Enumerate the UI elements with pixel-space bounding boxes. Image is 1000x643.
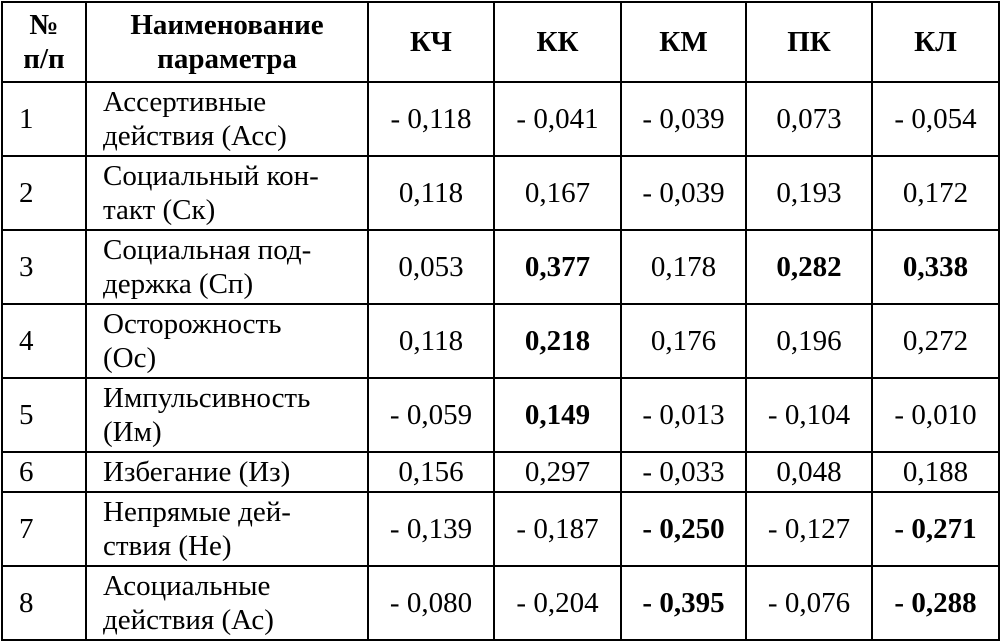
row-number: 7 [2,492,86,566]
row-parameter-name: Социальный кон- такт (Ск) [86,156,368,230]
cell-kch: - 0,059 [368,378,494,452]
cell-kl: 0,188 [872,452,999,492]
row-parameter-name: Асоциальные действия (Ас) [86,566,368,640]
row-parameter-name: Социальная под- держка (Сп) [86,230,368,304]
table-row [2,378,999,452]
cell-kch: 0,118 [368,304,494,378]
row-parameter-name: Избегание (Из) [86,452,368,492]
cell-pk: 0,196 [746,304,872,378]
parameters-table [1,1,1000,641]
cell-kk: 0,218 [494,304,621,378]
header-kk: КК [494,2,621,82]
cell-kk: - 0,187 [494,492,621,566]
cell-kl: - 0,271 [872,492,999,566]
row-parameter-name: Осторожность (Ос) [86,304,368,378]
row-parameter-name: Непрямые дей- ствия (Не) [86,492,368,566]
cell-kk: - 0,204 [494,566,621,640]
cell-kl: 0,272 [872,304,999,378]
table-row [2,566,999,640]
cell-kch: 0,118 [368,156,494,230]
cell-km: 0,178 [621,230,746,304]
cell-pk: - 0,127 [746,492,872,566]
row-number: 6 [2,452,86,492]
cell-pk: - 0,104 [746,378,872,452]
table-row [2,156,999,230]
header-kch: КЧ [368,2,494,82]
cell-km: 0,176 [621,304,746,378]
cell-kk: 0,167 [494,156,621,230]
cell-kch: - 0,080 [368,566,494,640]
row-number: 2 [2,156,86,230]
table-row [2,452,999,492]
header-km: КМ [621,2,746,82]
table-row [2,230,999,304]
cell-pk: 0,073 [746,82,872,156]
row-parameter-name: Импульсивность (Им) [86,378,368,452]
row-number: 4 [2,304,86,378]
table-header-row [2,2,999,82]
cell-kk: - 0,041 [494,82,621,156]
cell-km: - 0,039 [621,82,746,156]
cell-kk: 0,149 [494,378,621,452]
cell-kl: - 0,288 [872,566,999,640]
cell-km: - 0,013 [621,378,746,452]
cell-kch: 0,053 [368,230,494,304]
cell-km: - 0,395 [621,566,746,640]
cell-pk: 0,282 [746,230,872,304]
cell-pk: 0,193 [746,156,872,230]
cell-kch: - 0,139 [368,492,494,566]
row-number: 5 [2,378,86,452]
table-row [2,82,999,156]
cell-km: - 0,033 [621,452,746,492]
cell-km: - 0,250 [621,492,746,566]
cell-pk: - 0,076 [746,566,872,640]
cell-km: - 0,039 [621,156,746,230]
table-row [2,304,999,378]
row-number: 8 [2,566,86,640]
row-number: 1 [2,82,86,156]
cell-kl: - 0,054 [872,82,999,156]
header-kl: КЛ [872,2,999,82]
row-number: 3 [2,230,86,304]
cell-kch: - 0,118 [368,82,494,156]
header-parameter-name: Наименование параметра [86,2,368,82]
cell-kk: 0,377 [494,230,621,304]
cell-kl: - 0,010 [872,378,999,452]
cell-kch: 0,156 [368,452,494,492]
cell-kl: 0,338 [872,230,999,304]
cell-pk: 0,048 [746,452,872,492]
header-number: № п/п [2,2,86,82]
table-row [2,492,999,566]
row-parameter-name: Ассертивные действия (Асс) [86,82,368,156]
cell-kk: 0,297 [494,452,621,492]
header-pk: ПК [746,2,872,82]
cell-kl: 0,172 [872,156,999,230]
